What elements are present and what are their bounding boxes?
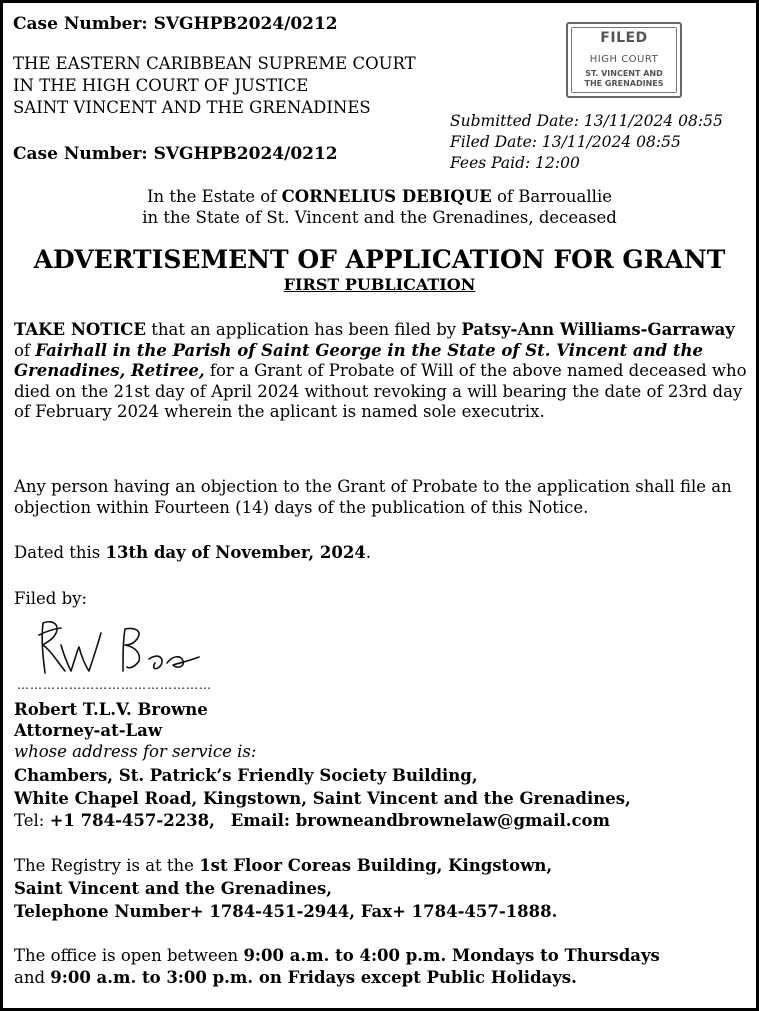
- court-name-line-2: IN THE HIGH COURT OF JUSTICE: [13, 76, 309, 95]
- estate-line-1: In the Estate of CORNELIUS DEBIQUE of Barrouallie: [147, 187, 612, 206]
- chambers-address-line-1: Chambers, St. Patrick’s Friendly Society Building,: [14, 766, 478, 785]
- filed-by-label: Filed by:: [14, 589, 88, 608]
- stamp-court-text: HIGH COURT: [589, 54, 659, 65]
- signature-line: ………………………………………: [17, 678, 212, 692]
- registry-line-2: Saint Vincent and the Grenadines,: [14, 879, 333, 898]
- attorney-contact: Tel: +1 784-457-2238, Email: browneandbrownelaw@gmail.com: [14, 811, 610, 830]
- submitted-date: Submitted Date: 13/11/2024 08:55: [450, 112, 723, 130]
- filed-date: Filed Date: 13/11/2024 08:55: [450, 133, 681, 151]
- applicant-address: Fairhall in the Parish of Saint George in the State of St. Vincent and the Grenadines, Retiree,: [14, 340, 703, 380]
- registry-line-1: The Registry is at the 1st Floor Coreas Building, Kingstown,: [14, 856, 553, 875]
- case-number-top: Case Number: SVGHPB2024/0212: [13, 14, 338, 34]
- attorney-phone: +1 784-457-2238,: [49, 811, 215, 830]
- stamp-filed-text: FILED: [600, 30, 648, 46]
- stamp-jurisdiction-text: ST. VINCENT AND THE GRENADINES: [584, 69, 664, 88]
- estate-line-2: in the State of St. Vincent and the Grenadines, deceased: [142, 208, 617, 227]
- fees-paid: Fees Paid: 12:00: [450, 154, 580, 172]
- office-hours-line-1: The office is open between 9:00 a.m. to 4:00 p.m. Mondays to Thursdays: [14, 946, 660, 965]
- deceased-name: CORNELIUS DEBIQUE: [281, 187, 492, 206]
- notice-subtitle: FIRST PUBLICATION: [283, 275, 476, 294]
- chambers-address-line-2: White Chapel Road, Kingstown, Saint Vincent and the Grenadines,: [14, 789, 631, 808]
- attorney-email: browneandbrownelaw@gmail.com: [295, 811, 610, 830]
- attorney-role: Attorney-at-Law: [14, 721, 163, 740]
- filed-stamp: [566, 22, 682, 98]
- notice-title: ADVERTISEMENT OF APPLICATION FOR GRANT: [33, 245, 726, 274]
- court-name-line-3: SAINT VINCENT AND THE GRENADINES: [13, 98, 371, 117]
- case-number-bottom: Case Number: SVGHPB2024/0212: [13, 144, 338, 164]
- registry-phone: Telephone Number+ 1784-451-2944, Fax+ 1784-457-1888.: [14, 902, 558, 921]
- office-hours-line-2: and 9:00 a.m. to 3:00 p.m. on Fridays except Public Holidays.: [14, 968, 577, 987]
- service-address-label: whose address for service is:: [14, 742, 257, 761]
- objection-paragraph: Any person having an objection to the Grant of Probate to the application shall file an objection within Fourteen (14) days of the publication of this Notice.: [14, 477, 732, 517]
- attorney-signature: [31, 615, 206, 685]
- attorney-name: Robert T.L.V. Browne: [14, 700, 208, 719]
- notice-paragraph: TAKE NOTICE that an application has been filed by Patsy-Ann Williams-Garraway of Fairhall in the Parish of Saint George in the State of St. Vincent and the Grenadines, Retiree, for a Grant of Probate of Will of the above named deceased who died on the 21st day of April 2024 without revoking a will bearing the date of 23rd day of February 2024 wherein the aplicant is named sole executrix.: [14, 320, 747, 421]
- applicant-name: Patsy-Ann Williams-Garraway: [461, 320, 735, 339]
- court-name-line-1: THE EASTERN CARIBBEAN SUPREME COURT: [13, 54, 416, 73]
- dated-line: Dated this 13th day of November, 2024.: [14, 543, 372, 562]
